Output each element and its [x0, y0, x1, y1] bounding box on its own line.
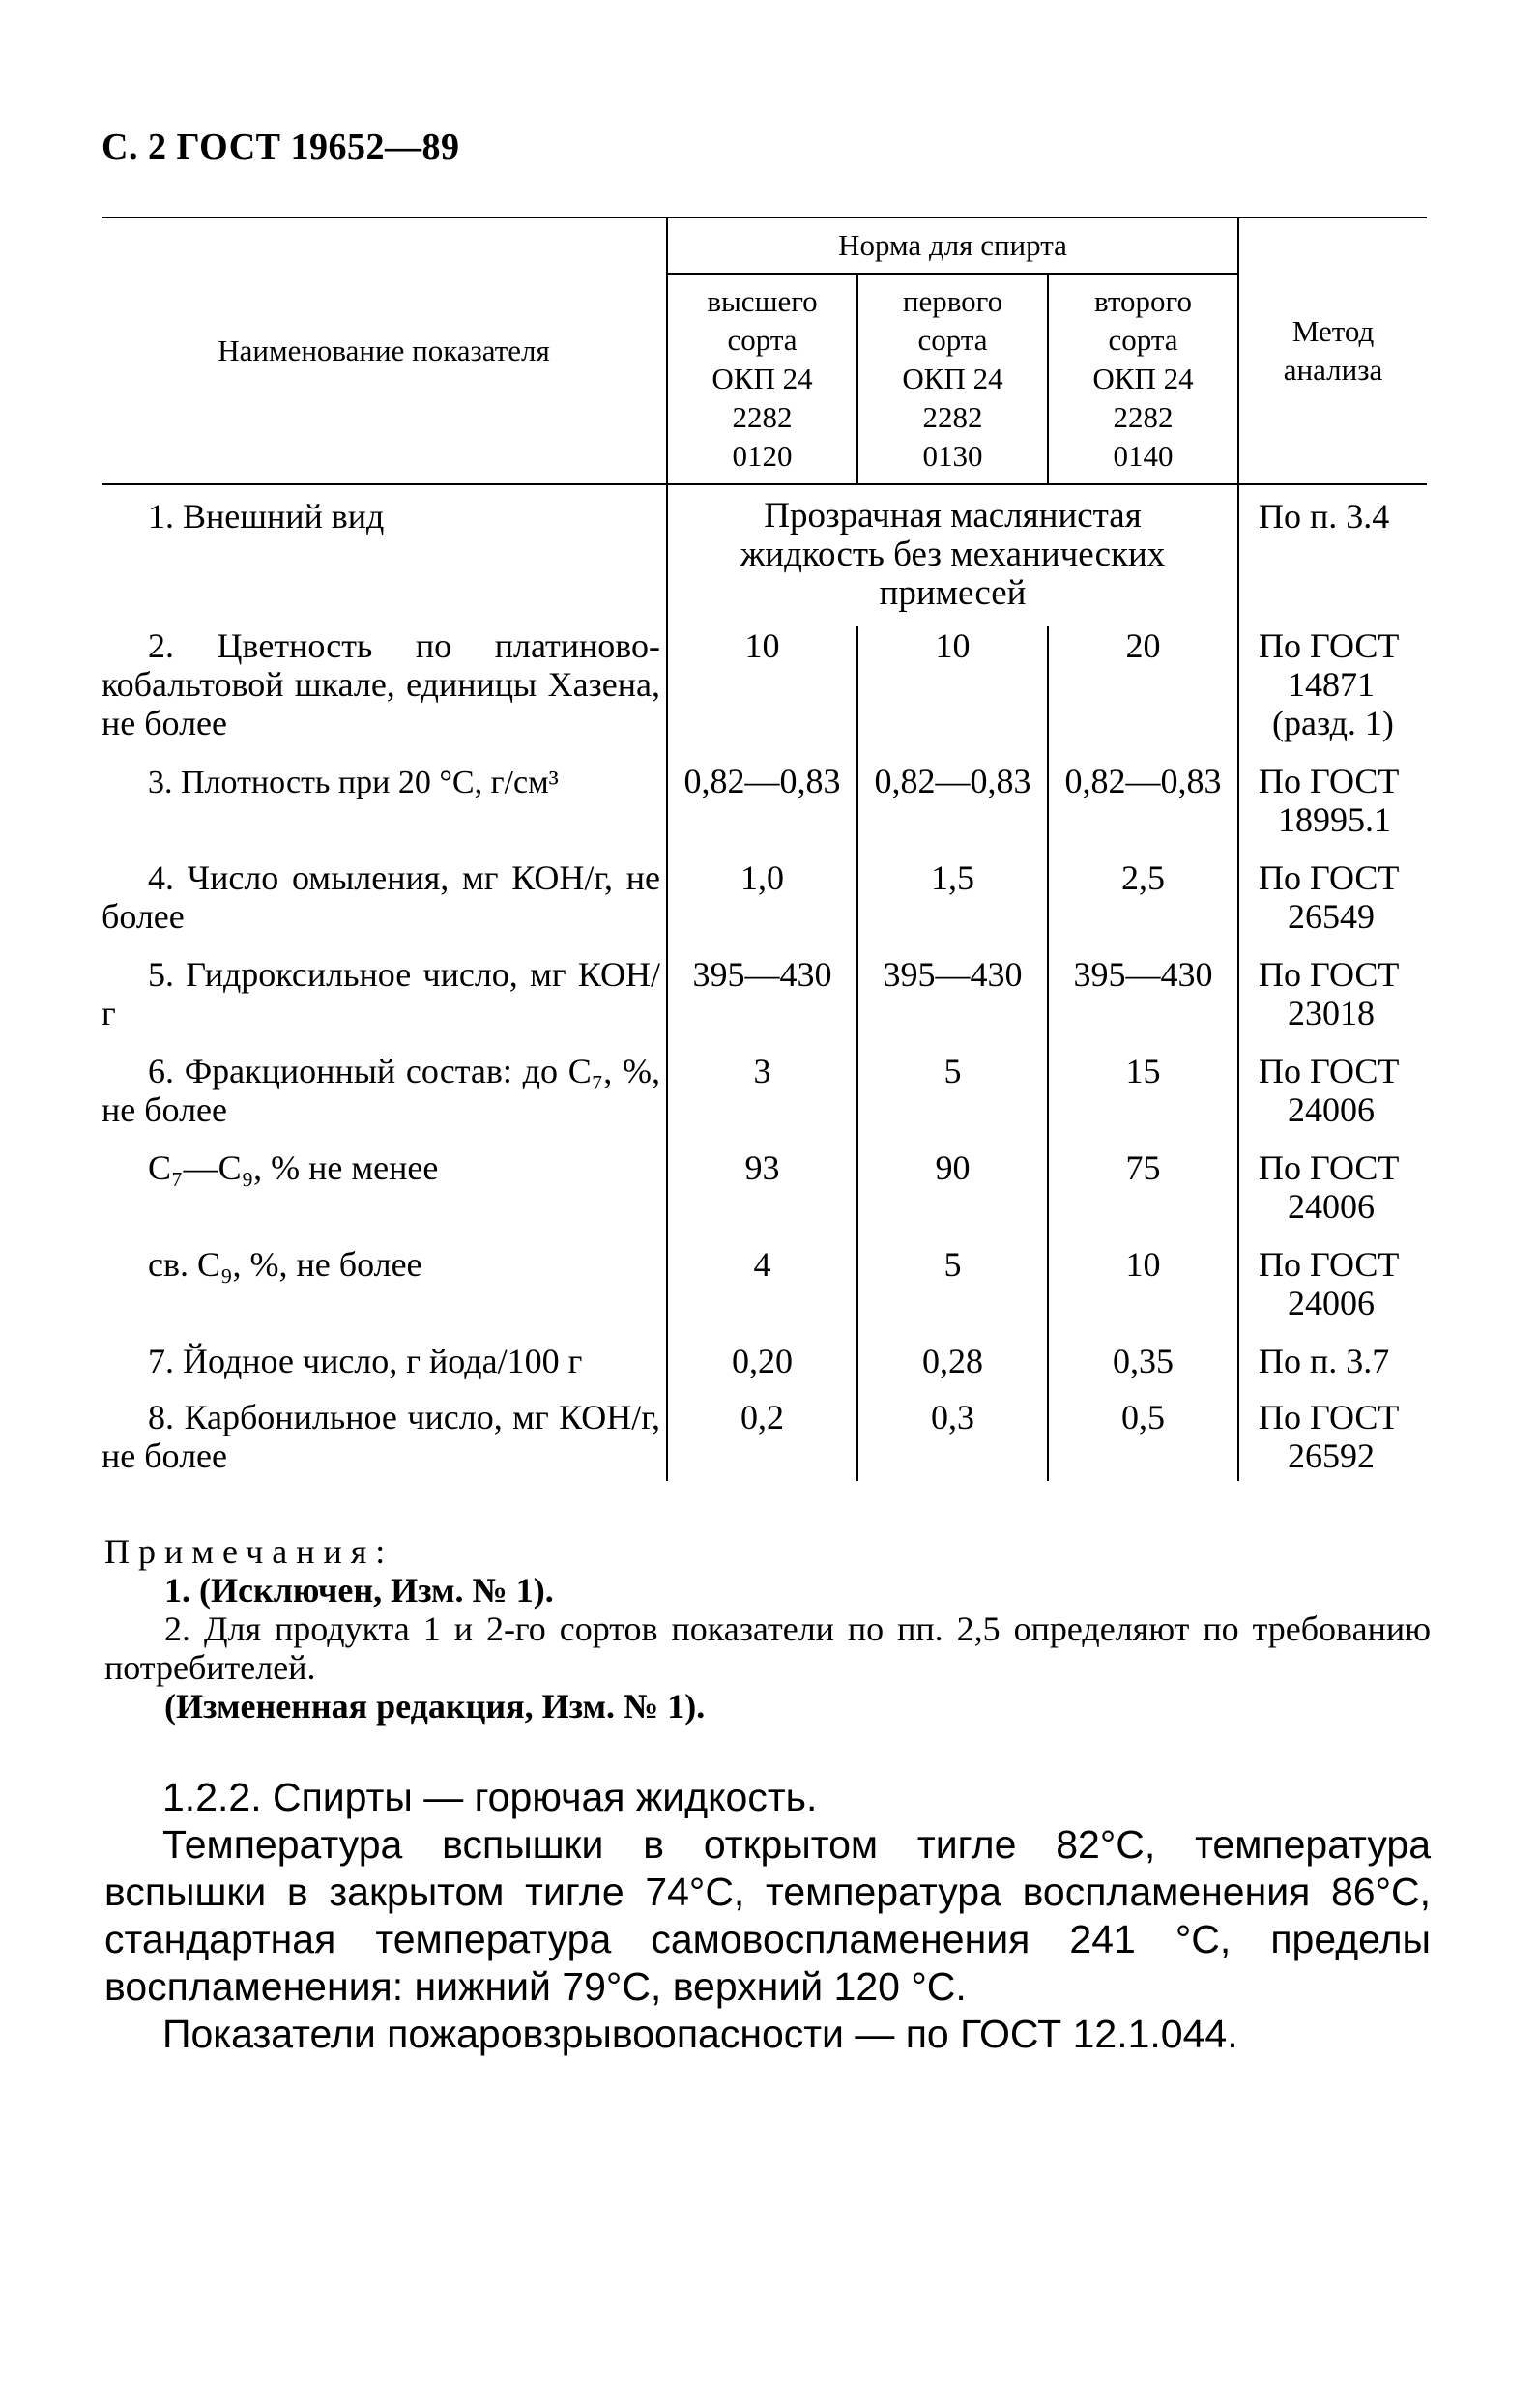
header-row-1: [102, 218, 1427, 274]
grade-line: сорта: [727, 323, 798, 357]
indicator-name: [102, 626, 667, 762]
indicator-name: [102, 1245, 667, 1342]
value-highest: 4: [667, 1245, 857, 1342]
grade-line: второго: [1094, 284, 1192, 318]
grade-line: сорта: [1108, 323, 1178, 357]
norm-merged-value: [667, 484, 1238, 626]
grade-line: высшего: [707, 284, 818, 318]
value-first: 1,5: [857, 858, 1048, 955]
indicator-text: 3. Плотность при 20 °С, г/см³: [148, 765, 559, 800]
value-first: 395—430: [857, 955, 1048, 1052]
value-second: 395—430: [1048, 955, 1238, 1052]
grade-line: первого: [902, 284, 1003, 318]
merged-line: жидкость без механических: [740, 535, 1166, 574]
indicator-text: С₇—С₉, % не менее: [148, 1148, 439, 1187]
merged-line: примесей: [879, 573, 1027, 613]
indicator-text: 5. Гидроксильное число, мг КОН/г: [102, 955, 660, 1032]
indicator-name: [102, 484, 667, 626]
value-second: 0,35: [1048, 1342, 1238, 1398]
method-line: (разд. 1): [1272, 704, 1394, 742]
indicator-name: [102, 1342, 667, 1398]
method-value: [1238, 955, 1427, 1052]
method-value: [1238, 1398, 1427, 1481]
table-notes: [104, 1532, 1431, 1726]
column-header-grade-second: [1048, 274, 1238, 484]
value-highest: 0,82—0,83: [667, 762, 857, 858]
value-first: 5: [857, 1052, 1048, 1148]
value-second: 0,82—0,83: [1048, 762, 1238, 858]
value-highest: 93: [667, 1148, 857, 1245]
method-line: 24006: [1288, 1284, 1376, 1322]
grade-line: 0140: [1113, 439, 1174, 473]
grade-line: ОКП 24: [711, 362, 813, 395]
value-second: 75: [1048, 1148, 1238, 1245]
column-header-norm-group: Норма для спирта: [667, 218, 1238, 274]
method-line: 18995.1: [1278, 800, 1392, 839]
method-value: [1238, 1245, 1427, 1342]
value-first: 90: [857, 1148, 1048, 1245]
notes-heading: Примечания:: [104, 1532, 394, 1571]
method-line: По ГОСТ: [1259, 626, 1400, 665]
indicator-name: [102, 1052, 667, 1148]
value-highest: 10: [667, 626, 857, 762]
method-value: [1238, 1052, 1427, 1148]
method-value: [1238, 858, 1427, 955]
table-row: [102, 626, 1427, 762]
method-line: По ГОСТ: [1259, 858, 1400, 897]
grade-line: 2282: [922, 400, 983, 434]
method-line: По п. 3.4: [1259, 497, 1390, 536]
method-value: [1238, 762, 1427, 858]
value-second: 10: [1048, 1245, 1238, 1342]
column-header-grade-first: [857, 274, 1048, 484]
note-2: 2. Для продукта 1 и 2-го сортов показатели по пп. 2,5 определяют по требованию потребителей.: [104, 1610, 1431, 1687]
indicator-name: [102, 762, 667, 858]
table-row: [102, 858, 1427, 955]
table-row: [102, 955, 1427, 1052]
indicator-name: [102, 1148, 667, 1245]
method-value: [1238, 484, 1427, 626]
method-value: [1238, 1342, 1427, 1398]
method-line: 26592: [1288, 1436, 1376, 1475]
grade-line: сорта: [917, 323, 988, 357]
value-highest: 0,2: [667, 1398, 857, 1481]
grade-line: ОКП 24: [902, 362, 1003, 395]
value-first: 0,82—0,83: [857, 762, 1048, 858]
method-header-line: Метод: [1291, 314, 1375, 348]
indicator-text: 1. Внешний вид: [148, 497, 385, 536]
indicator-name: [102, 1398, 667, 1481]
indicator-text: 7. Йодное число, г йода/100 г: [148, 1342, 583, 1380]
note-amendment: (Измененная редакция, Изм. № 1).: [164, 1687, 706, 1726]
method-line: 26549: [1288, 897, 1376, 936]
specification-table: [102, 217, 1427, 1481]
method-line: По ГОСТ: [1259, 1398, 1400, 1436]
value-first: 0,3: [857, 1398, 1048, 1481]
value-highest: 3: [667, 1052, 857, 1148]
note-1: 1. (Исключен, Изм. № 1).: [164, 1571, 554, 1610]
paragraph-temperatures: Температура вспышки в открытом тигле 82°С, температура вспышки в закрытом тигле 74°С, температура воспламенения 86°С, стандартная температура самовоспламенения 241 °С, пределы воспламенения: нижний 79°С, верхний 120 °С.: [104, 1822, 1431, 2009]
indicator-name: [102, 858, 667, 955]
method-line: По ГОСТ: [1259, 1052, 1400, 1090]
value-second: 0,5: [1048, 1398, 1238, 1481]
grade-line: 0130: [922, 439, 983, 473]
method-value: [1238, 1148, 1427, 1245]
method-line: 24006: [1288, 1187, 1376, 1226]
column-header-method: [1238, 218, 1427, 484]
indicator-text: 8. Карбонильное число, мг КОН/г, не более: [102, 1398, 660, 1475]
method-line: По ГОСТ: [1259, 955, 1400, 994]
method-line: По ГОСТ: [1259, 762, 1400, 800]
method-line: 24006: [1288, 1090, 1376, 1129]
value-second: 15: [1048, 1052, 1238, 1148]
value-second: 20: [1048, 626, 1238, 762]
table-row: [102, 484, 1427, 626]
method-line: По ГОСТ: [1259, 1245, 1400, 1284]
value-second: 2,5: [1048, 858, 1238, 955]
table-row: [102, 1342, 1427, 1398]
column-header-grade-highest: [667, 274, 857, 484]
grade-line: 0120: [732, 439, 793, 473]
grade-line: ОКП 24: [1092, 362, 1194, 395]
table-row: [102, 1245, 1427, 1342]
indicator-text: 6. Фракционный состав: до С₇, %, не более: [102, 1052, 660, 1129]
method-line: 14871: [1288, 665, 1376, 704]
column-header-name: Наименование показателя: [102, 218, 667, 484]
table-row: [102, 1148, 1427, 1245]
grade-line: 2282: [732, 400, 793, 434]
method-header-line: анализа: [1283, 353, 1383, 387]
method-line: По ГОСТ: [1259, 1148, 1400, 1187]
indicator-name: [102, 955, 667, 1052]
value-highest: 395—430: [667, 955, 857, 1052]
paragraph-heading: 1.2.2. Спирты — горючая жидкость.: [162, 1775, 818, 1819]
method-line: По п. 3.7: [1259, 1342, 1390, 1380]
value-highest: 1,0: [667, 858, 857, 955]
method-line: 23018: [1288, 994, 1376, 1032]
table-row: [102, 1398, 1427, 1481]
section-1-2-2: [104, 1774, 1431, 2058]
indicator-text: св. С₉, %, не более: [148, 1245, 422, 1284]
indicator-text: 2. Цветность по платиново-кобальтовой шкале, единицы Хазена, не более: [102, 626, 660, 742]
paragraph-fire-hazard: Показатели пожаровзрывоопасности — по ГОСТ 12.1.044.: [162, 2012, 1238, 2056]
value-highest: 0,20: [667, 1342, 857, 1398]
merged-line: Прозрачная маслянистая: [764, 496, 1142, 536]
value-first: 5: [857, 1245, 1048, 1342]
grade-line: 2282: [1113, 400, 1174, 434]
indicator-text: 4. Число омыления, мг КОН/г, не более: [102, 858, 660, 936]
page-header: С. 2 ГОСТ 19652—89: [102, 127, 460, 167]
value-first: 10: [857, 626, 1048, 762]
table-row: [102, 762, 1427, 858]
value-first: 0,28: [857, 1342, 1048, 1398]
method-value: [1238, 626, 1427, 762]
table-row: [102, 1052, 1427, 1148]
